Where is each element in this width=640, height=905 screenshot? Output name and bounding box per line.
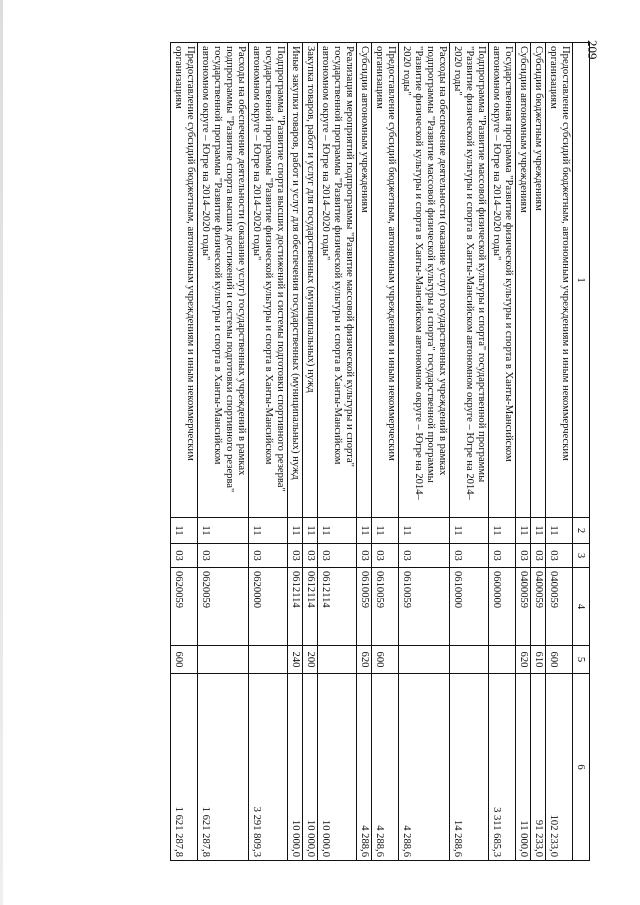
row-section: 11 — [516, 518, 531, 544]
row-target-code: 0610059 — [399, 568, 450, 646]
row-subsection: 03 — [288, 544, 303, 568]
row-name: Расходы на обеспечение деятельности (оказание услуг) государственных учреждений в рамках подпрограммы "Развитие массовой физической культуры и спорта" государственной программы "Развитие физической культуры и спорта в Ханты-Мансийском автономном округе – Югре на 2014–2020 годы" — [399, 43, 450, 518]
row-section: 11 — [399, 518, 450, 544]
table-row — [450, 43, 489, 861]
table-row — [303, 43, 318, 861]
header-col-2: 2 — [573, 518, 590, 544]
row-subsection: 03 — [198, 544, 249, 568]
table-row — [516, 43, 531, 861]
row-section: 11 — [546, 518, 573, 544]
table-row — [489, 43, 516, 861]
row-section: 11 — [450, 518, 489, 544]
row-subsection: 03 — [249, 544, 288, 568]
row-target-code: 0620059 — [198, 568, 249, 646]
table-row — [531, 43, 546, 861]
row-expense-type: 240 — [288, 646, 303, 674]
row-amount: 91 233,0 — [531, 674, 546, 861]
row-expense-type: 600 — [171, 646, 198, 674]
row-amount: 1 621 287,8 — [171, 674, 198, 861]
row-target-code: 0620000 — [249, 568, 288, 646]
row-section: 11 — [171, 518, 198, 544]
table-row — [357, 43, 372, 861]
header-row — [573, 43, 590, 861]
row-amount: 10 000,0 — [318, 674, 357, 861]
row-subsection: 03 — [303, 544, 318, 568]
row-amount: 4 288,6 — [399, 674, 450, 861]
row-section: 11 — [372, 518, 399, 544]
row-expense-type — [249, 646, 288, 674]
row-target-code: 0610000 — [450, 568, 489, 646]
row-subsection: 03 — [372, 544, 399, 568]
row-expense-type: 600 — [546, 646, 573, 674]
row-name: Предоставление субсидий бюджетным, автономным учреждениям и иным некоммерческим организациям — [546, 43, 573, 518]
row-name: Закупка товаров, работ и услуг для государственных (муниципальных) нужд — [303, 43, 318, 518]
budget-table — [170, 42, 590, 861]
row-expense-type — [318, 646, 357, 674]
header-col-6: 6 — [573, 674, 590, 861]
row-target-code: 0400059 — [531, 568, 546, 646]
row-subsection: 03 — [399, 544, 450, 568]
row-amount: 102 233,0 — [546, 674, 573, 861]
row-name: Реализация мероприятий подпрограммы "Развитие массовой физической культуры и спорта" государственной программы "Развитие физической культуры и спорта в Ханты-Мансийском автономном округе – Югре на 2014–2020 годы" — [318, 43, 357, 518]
header-col-5: 5 — [573, 646, 590, 674]
table-body — [171, 43, 573, 861]
header-col-3: 3 — [573, 544, 590, 568]
header-col-4: 4 — [573, 568, 590, 646]
row-name: Предоставление субсидий бюджетным, автономным учреждениям и иным некоммерческим организациям — [372, 43, 399, 518]
row-subsection: 03 — [516, 544, 531, 568]
row-section: 11 — [303, 518, 318, 544]
row-amount: 4 288,6 — [357, 674, 372, 861]
table-row — [546, 43, 573, 861]
row-subsection: 03 — [531, 544, 546, 568]
row-amount: 10 000,0 — [303, 674, 318, 861]
row-section: 11 — [318, 518, 357, 544]
header-col-1: 1 — [573, 43, 590, 518]
row-section: 11 — [531, 518, 546, 544]
table-row — [249, 43, 288, 861]
row-target-code: 0612114 — [303, 568, 318, 646]
row-expense-type — [198, 646, 249, 674]
row-subsection: 03 — [171, 544, 198, 568]
row-amount: 11 000,0 — [516, 674, 531, 861]
table-row — [288, 43, 303, 861]
row-subsection: 03 — [318, 544, 357, 568]
row-target-code: 0612114 — [288, 568, 303, 646]
row-subsection: 03 — [450, 544, 489, 568]
row-name: Субсидии автономным учреждениям — [357, 43, 372, 518]
row-expense-type — [450, 646, 489, 674]
row-name: Субсидии бюджетным учреждениям — [531, 43, 546, 518]
row-amount: 3 291 809,3 — [249, 674, 288, 861]
row-target-code: 0400059 — [516, 568, 531, 646]
page-number: 209 — [585, 40, 600, 60]
row-target-code: 0610059 — [357, 568, 372, 646]
row-expense-type: 610 — [531, 646, 546, 674]
row-expense-type: 620 — [357, 646, 372, 674]
row-amount: 3 311 685,3 — [489, 674, 516, 861]
row-name: Субсидии автономным учреждениям — [516, 43, 531, 518]
row-name: Предоставление субсидий бюджетным, автономным учреждениям и иным некоммерческим организациям — [171, 43, 198, 518]
row-name: Подпрограмма "Развитие спорта высших достижений и системы подготовки спортивного резерва" государственной программы "Развитие физической культуры и спорта в Ханты-Мансийском автономном округе – Югре на 2014–2020 годы" — [249, 43, 288, 518]
row-amount: 14 288,6 — [450, 674, 489, 861]
row-section: 11 — [357, 518, 372, 544]
row-expense-type: 600 — [372, 646, 399, 674]
row-target-code: 0600000 — [489, 568, 516, 646]
row-subsection: 03 — [489, 544, 516, 568]
row-expense-type: 200 — [303, 646, 318, 674]
row-name: Иные закупки товаров, работ и услуг для обеспечения государственных (муниципальных) нужд — [288, 43, 303, 518]
table-row — [372, 43, 399, 861]
table-row — [318, 43, 357, 861]
row-name: Подпрограмма "Развитие массовой физической культуры и спорта" государственной программы "Развитие физической культуры и спорта в Ханты-Мансийском автономном округе – Югре на 2014–2020 годы" — [450, 43, 489, 518]
row-subsection: 03 — [546, 544, 573, 568]
row-expense-type — [489, 646, 516, 674]
row-section: 11 — [249, 518, 288, 544]
row-subsection: 03 — [357, 544, 372, 568]
row-name: Государственная программа "Развитие физической культуры и спорта в Ханты-Мансийском автономном округе – Югре на 2014–2020 годы" — [489, 43, 516, 518]
table-row — [171, 43, 198, 861]
row-section: 11 — [489, 518, 516, 544]
table-row — [198, 43, 249, 861]
row-amount: 4 288,6 — [372, 674, 399, 861]
row-section: 11 — [198, 518, 249, 544]
row-amount: 1 621 287,8 — [198, 674, 249, 861]
row-section: 11 — [288, 518, 303, 544]
row-amount: 10 000,0 — [288, 674, 303, 861]
row-target-code: 0620059 — [171, 568, 198, 646]
row-name: Расходы на обеспечение деятельности (оказание услуг) государственных учреждений в рамках подпрограммы "Развитие спорта высших достижений и системы подготовки спортивного резерва" государственной программы "Развитие физической культуры и спорта в Ханты-Мансийском автономном округе – Югре на 2014–2020 годы" — [198, 43, 249, 518]
row-target-code: 0610059 — [372, 568, 399, 646]
row-expense-type: 620 — [516, 646, 531, 674]
row-target-code: 0612114 — [318, 568, 357, 646]
row-target-code: 0400059 — [546, 568, 573, 646]
table-row — [399, 43, 450, 861]
row-expense-type — [399, 646, 450, 674]
